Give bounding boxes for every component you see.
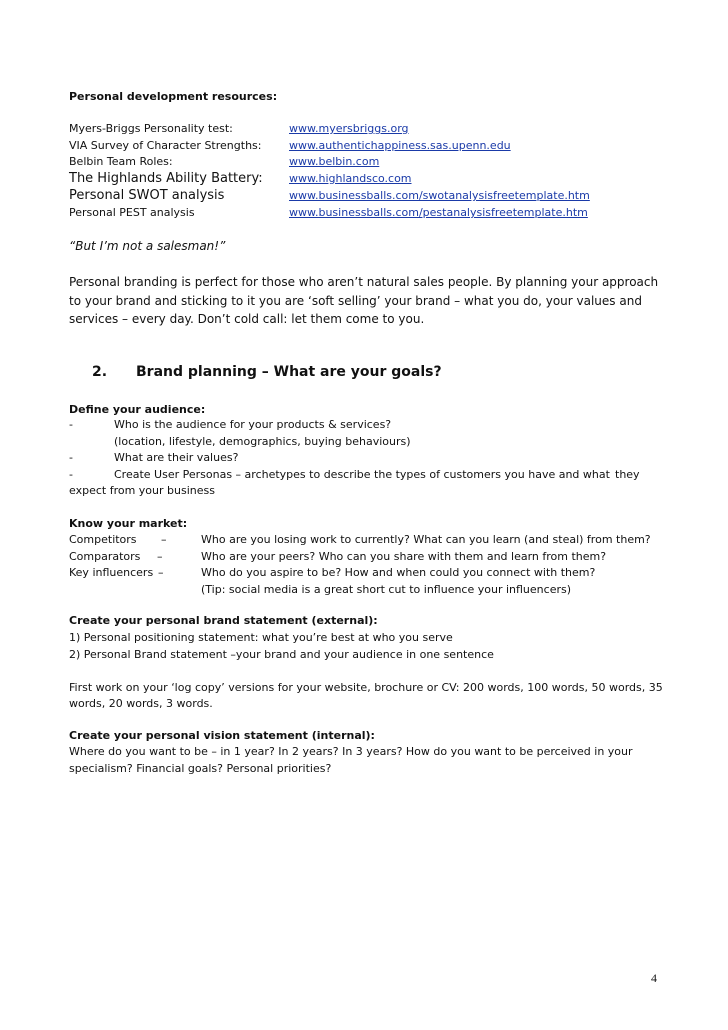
market-dash: – [157,550,163,563]
market-tip: (Tip: social media is a great short cut to influence your influencers) [201,583,572,596]
audience-item: Create User Personas – archetypes to describe the types of customers you have and what [114,468,610,481]
bullet: - [69,468,73,481]
resource-link[interactable]: www.myersbriggs.org [289,122,409,135]
vision-line: specialism? Financial goals? Personal priorities? [69,762,332,775]
page-number: 4 [651,971,657,985]
resource-name: The Highlands Ability Battery: [69,171,263,186]
market-text: Who are you losing work to currently? What can you learn (and steal) from them? [201,533,651,546]
paragraph-line: services – every day. Don’t cold call: let them come to you. [69,312,425,326]
logcopy-line: First work on your ‘log copy’ versions for your website, brochure or CV: 200 words, 100 words, 50 words, 35 [69,681,663,694]
logcopy-line: words, 20 words, 3 words. [69,697,213,710]
audience-item-sub: (location, lifestyle, demographics, buying behaviours) [114,435,411,448]
resource-link[interactable]: www.businessballs.com/swotanalysisfreetemplate.htm [289,189,590,202]
resource-name: VIA Survey of Character Strengths: [69,139,262,152]
statement-line: 1) Personal positioning statement: what you’re best at who you serve [69,631,453,644]
paragraph-line: Personal branding is perfect for those who aren’t natural sales people. By planning your approach [69,275,659,289]
resource-link[interactable]: www.authentichappiness.sas.upenn.edu [289,139,511,152]
quote: “But I’m not a salesman!” [69,239,226,253]
market-label: Key influencers [69,566,154,579]
market-dash: – [158,566,164,579]
resource-link[interactable]: www.highlandsco.com [289,172,412,185]
statement-heading: Create your personal brand statement (external): [69,614,378,627]
vision-heading: Create your personal vision statement (internal): [69,729,375,742]
audience-item: What are their values? [114,451,239,464]
bullet: - [69,451,73,464]
resource-name: Personal SWOT analysis [69,188,225,203]
market-label: Comparators [69,550,141,563]
resource-name: Belbin Team Roles: [69,155,173,168]
audience-heading: Define your audience: [69,403,206,416]
vision-line: Where do you want to be – in 1 year? In 2 years? In 3 years? How do you want to be perceived in your [69,745,633,758]
market-dash: – [161,533,167,546]
bullet: - [69,418,73,431]
section-title: Brand planning – What are your goals? [136,364,442,380]
resource-link[interactable]: www.businessballs.com/pestanalysisfreetemplate.htm [289,206,588,219]
market-text: Who are your peers? Who can you share with them and learn from them? [201,550,607,563]
section-number: 2. [92,364,108,380]
audience-item-tail: they [615,468,640,481]
market-label: Competitors [69,533,137,546]
resource-name: Personal PEST analysis [69,206,195,219]
audience-item: Who is the audience for your products & services? [114,418,392,431]
paragraph-line: to your brand and sticking to it you are ‘soft selling’ your brand – what you do, your values and [69,294,642,308]
resource-name: Myers-Briggs Personality test: [69,122,233,135]
resource-link[interactable]: www.belbin.com [289,155,380,168]
statement-line: 2) Personal Brand statement –your brand and your audience in one sentence [69,648,494,661]
market-heading: Know your market: [69,517,188,530]
market-text: Who do you aspire to be? How and when could you connect with them? [201,566,596,579]
audience-item-cont: expect from your business [69,484,215,497]
resources-heading: Personal development resources: [69,90,278,103]
